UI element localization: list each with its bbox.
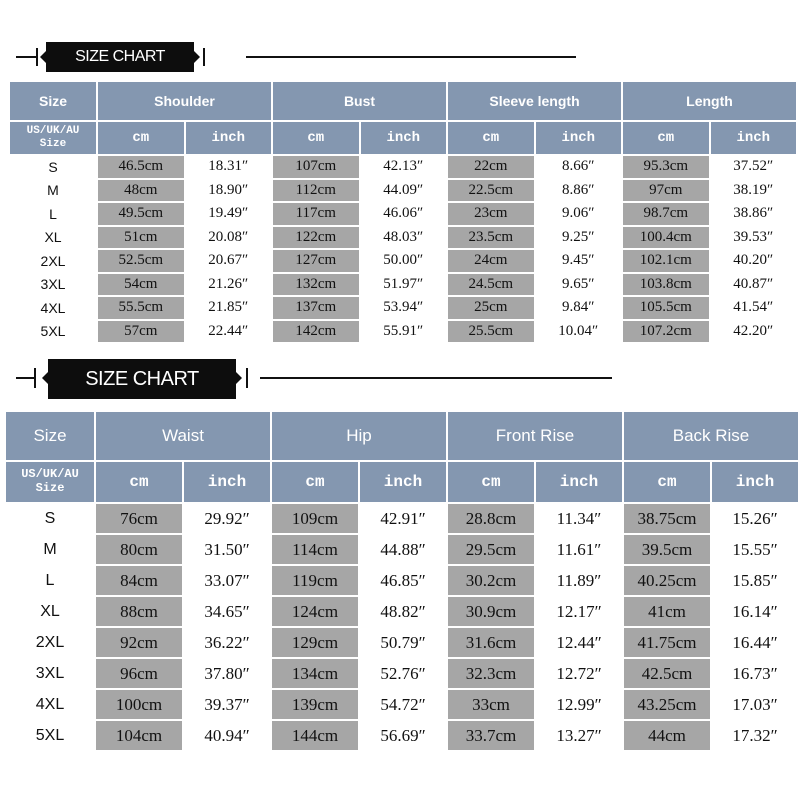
unit-inch-header: inch: [536, 122, 622, 154]
cm-value-cell: 33.7cm: [448, 721, 534, 750]
cm-value-cell: 117cm: [273, 203, 359, 225]
unit-inch-header: inch: [712, 462, 798, 502]
size-system-word: Size: [35, 481, 65, 495]
inch-value-cell: 53.94″: [361, 297, 447, 319]
inch-value-cell: 9.65″: [536, 274, 622, 296]
cm-value-cell: 129cm: [272, 628, 358, 657]
size-cell: 4XL: [10, 297, 96, 319]
unit-cm-header: cm: [448, 462, 534, 502]
inch-value-cell: 12.72″: [536, 659, 622, 688]
size-cell: M: [10, 180, 96, 202]
unit-cm-header: cm: [623, 122, 709, 154]
table-row: [10, 250, 796, 272]
table-row: [10, 227, 796, 249]
banner-notch-right: [194, 51, 200, 63]
cm-value-cell: 28.8cm: [448, 504, 534, 533]
inch-value-cell: 12.99″: [536, 690, 622, 719]
size-chart-banner-title: SIZE CHART: [48, 359, 236, 399]
banner-tick-right: [203, 48, 205, 66]
inch-value-cell: 40.87″: [711, 274, 797, 296]
inch-value-cell: 54.72″: [360, 690, 446, 719]
inch-value-cell: 9.84″: [536, 297, 622, 319]
inch-value-cell: 42.20″: [711, 321, 797, 343]
inch-value-cell: 50.00″: [361, 250, 447, 272]
cm-value-cell: 52.5cm: [98, 250, 184, 272]
cm-value-cell: 30.9cm: [448, 597, 534, 626]
inch-value-cell: 15.55″: [712, 535, 798, 564]
inch-value-cell: 17.32″: [712, 721, 798, 750]
cm-value-cell: 23.5cm: [448, 227, 534, 249]
size-system-region: US/UK/AU: [26, 125, 80, 138]
front-rise-header: Front Rise: [448, 412, 622, 460]
size-cell: 2XL: [10, 250, 96, 272]
size-system-label: [10, 122, 96, 154]
banner-tick-right: [246, 368, 248, 388]
banner-rule-right: [246, 56, 576, 58]
inch-value-cell: 42.13″: [361, 156, 447, 178]
size-cell: 4XL: [6, 690, 94, 719]
inch-value-cell: 21.85″: [186, 297, 272, 319]
table-row: [6, 628, 798, 657]
size-cell: L: [10, 203, 96, 225]
size-chart-banner-title: SIZE CHART: [46, 42, 194, 72]
inch-value-cell: 31.50″: [184, 535, 270, 564]
inch-value-cell: 38.19″: [711, 180, 797, 202]
cm-value-cell: 33cm: [448, 690, 534, 719]
cm-value-cell: 98.7cm: [623, 203, 709, 225]
cm-value-cell: 41cm: [624, 597, 710, 626]
size-cell: 5XL: [10, 321, 96, 343]
cm-value-cell: 132cm: [273, 274, 359, 296]
cm-value-cell: 30.2cm: [448, 566, 534, 595]
inch-value-cell: 44.88″: [360, 535, 446, 564]
table-row: [10, 180, 796, 202]
cm-value-cell: 44cm: [624, 721, 710, 750]
inch-value-cell: 38.86″: [711, 203, 797, 225]
cm-value-cell: 137cm: [273, 297, 359, 319]
cm-value-cell: 134cm: [272, 659, 358, 688]
waist-header: Waist: [96, 412, 270, 460]
inch-value-cell: 41.54″: [711, 297, 797, 319]
unit-cm-header: cm: [448, 122, 534, 154]
unit-inch-header: inch: [184, 462, 270, 502]
inch-value-cell: 11.61″: [536, 535, 622, 564]
inch-value-cell: 12.17″: [536, 597, 622, 626]
inch-value-cell: 22.44″: [186, 321, 272, 343]
size-column-header: Size: [10, 82, 96, 120]
cm-value-cell: 95.3cm: [623, 156, 709, 178]
cm-value-cell: 42.5cm: [624, 659, 710, 688]
inch-value-cell: 20.08″: [186, 227, 272, 249]
table-row: [10, 203, 796, 225]
size-cell: L: [6, 566, 94, 595]
inch-value-cell: 9.45″: [536, 250, 622, 272]
inch-value-cell: 13.27″: [536, 721, 622, 750]
cm-value-cell: 84cm: [96, 566, 182, 595]
inch-value-cell: 11.89″: [536, 566, 622, 595]
size-cell: 2XL: [6, 628, 94, 657]
inch-value-cell: 19.49″: [186, 203, 272, 225]
inch-value-cell: 56.69″: [360, 721, 446, 750]
cm-value-cell: 25.5cm: [448, 321, 534, 343]
inch-value-cell: 17.03″: [712, 690, 798, 719]
cm-value-cell: 57cm: [98, 321, 184, 343]
size-cell: S: [6, 504, 94, 533]
cm-value-cell: 32.3cm: [448, 659, 534, 688]
cm-value-cell: 29.5cm: [448, 535, 534, 564]
table-row: [10, 156, 796, 178]
table-row: [6, 566, 798, 595]
cm-value-cell: 88cm: [96, 597, 182, 626]
shoulder-header: Shoulder: [98, 82, 271, 120]
inch-value-cell: 20.67″: [186, 250, 272, 272]
inch-value-cell: 12.44″: [536, 628, 622, 657]
inch-value-cell: 44.09″: [361, 180, 447, 202]
sleeve-length-header: Sleeve length: [448, 82, 621, 120]
banner-tick-left: [34, 368, 36, 388]
unit-cm-header: cm: [272, 462, 358, 502]
cm-value-cell: 48cm: [98, 180, 184, 202]
inch-value-cell: 37.80″: [184, 659, 270, 688]
unit-cm-header: cm: [98, 122, 184, 154]
table-row: [10, 274, 796, 296]
cm-value-cell: 54cm: [98, 274, 184, 296]
cm-value-cell: 114cm: [272, 535, 358, 564]
cm-value-cell: 49.5cm: [98, 203, 184, 225]
back-rise-header: Back Rise: [624, 412, 798, 460]
cm-value-cell: 104cm: [96, 721, 182, 750]
cm-value-cell: 40.25cm: [624, 566, 710, 595]
cm-value-cell: 96cm: [96, 659, 182, 688]
banner-rule-left: [16, 56, 38, 58]
inch-value-cell: 9.25″: [536, 227, 622, 249]
cm-value-cell: 124cm: [272, 597, 358, 626]
cm-value-cell: 119cm: [272, 566, 358, 595]
inch-value-cell: 15.85″: [712, 566, 798, 595]
cm-value-cell: 51cm: [98, 227, 184, 249]
size-cell: XL: [6, 597, 94, 626]
size-chart-banner-bottom: [0, 356, 800, 402]
cm-value-cell: 122cm: [273, 227, 359, 249]
cm-value-cell: 112cm: [273, 180, 359, 202]
size-column-header: Size: [6, 412, 94, 460]
size-cell: 3XL: [6, 659, 94, 688]
banner-rule-right: [260, 377, 612, 379]
cm-value-cell: 127cm: [273, 250, 359, 272]
hip-header: Hip: [272, 412, 446, 460]
unit-cm-header: cm: [96, 462, 182, 502]
unit-cm-header: cm: [273, 122, 359, 154]
inch-value-cell: 33.07″: [184, 566, 270, 595]
cm-value-cell: 107.2cm: [623, 321, 709, 343]
inch-value-cell: 48.82″: [360, 597, 446, 626]
inch-value-cell: 16.44″: [712, 628, 798, 657]
banner-tick-left: [36, 48, 38, 66]
inch-value-cell: 34.65″: [184, 597, 270, 626]
cm-value-cell: 46.5cm: [98, 156, 184, 178]
table-row: [6, 659, 798, 688]
table-row: [6, 597, 798, 626]
lower-body-size-table: [4, 410, 800, 752]
cm-value-cell: 39.5cm: [624, 535, 710, 564]
cm-value-cell: 100cm: [96, 690, 182, 719]
inch-value-cell: 48.03″: [361, 227, 447, 249]
unit-cm-header: cm: [624, 462, 710, 502]
bust-header: Bust: [273, 82, 446, 120]
size-cell: 5XL: [6, 721, 94, 750]
inch-value-cell: 46.85″: [360, 566, 446, 595]
inch-value-cell: 37.52″: [711, 156, 797, 178]
table-row: [6, 535, 798, 564]
banner-rule-left: [16, 377, 36, 379]
cm-value-cell: 142cm: [273, 321, 359, 343]
cm-value-cell: 100.4cm: [623, 227, 709, 249]
cm-value-cell: 92cm: [96, 628, 182, 657]
cm-value-cell: 103.8cm: [623, 274, 709, 296]
inch-value-cell: 18.90″: [186, 180, 272, 202]
size-system-word: Size: [39, 138, 67, 150]
lower-body-size-rows: [6, 504, 798, 750]
table-row: [6, 690, 798, 719]
size-cell: XL: [10, 227, 96, 249]
inch-value-cell: 40.94″: [184, 721, 270, 750]
cm-value-cell: 23cm: [448, 203, 534, 225]
table-row: [6, 721, 798, 750]
inch-value-cell: 40.20″: [711, 250, 797, 272]
table-row: [6, 504, 798, 533]
cm-value-cell: 24cm: [448, 250, 534, 272]
inch-value-cell: 42.91″: [360, 504, 446, 533]
inch-value-cell: 11.34″: [536, 504, 622, 533]
cm-value-cell: 41.75cm: [624, 628, 710, 657]
cm-value-cell: 55.5cm: [98, 297, 184, 319]
size-cell: S: [10, 156, 96, 178]
inch-value-cell: 36.22″: [184, 628, 270, 657]
cm-value-cell: 105.5cm: [623, 297, 709, 319]
size-cell: M: [6, 535, 94, 564]
size-system-region: US/UK/AU: [21, 467, 79, 482]
inch-value-cell: 9.06″: [536, 203, 622, 225]
banner-notch-right: [236, 372, 242, 384]
upper-body-size-rows: [10, 156, 796, 342]
inch-value-cell: 50.79″: [360, 628, 446, 657]
cm-value-cell: 139cm: [272, 690, 358, 719]
cm-value-cell: 43.25cm: [624, 690, 710, 719]
inch-value-cell: 51.97″: [361, 274, 447, 296]
cm-value-cell: 102.1cm: [623, 250, 709, 272]
unit-inch-header: inch: [360, 462, 446, 502]
cm-value-cell: 31.6cm: [448, 628, 534, 657]
cm-value-cell: 144cm: [272, 721, 358, 750]
cm-value-cell: 97cm: [623, 180, 709, 202]
cm-value-cell: 107cm: [273, 156, 359, 178]
inch-value-cell: 55.91″: [361, 321, 447, 343]
cm-value-cell: 38.75cm: [624, 504, 710, 533]
inch-value-cell: 39.53″: [711, 227, 797, 249]
cm-value-cell: 76cm: [96, 504, 182, 533]
upper-body-size-table: [8, 80, 798, 344]
inch-value-cell: 18.31″: [186, 156, 272, 178]
unit-inch-header: inch: [711, 122, 797, 154]
cm-value-cell: 25cm: [448, 297, 534, 319]
length-header: Length: [623, 82, 796, 120]
cm-value-cell: 109cm: [272, 504, 358, 533]
inch-value-cell: 15.26″: [712, 504, 798, 533]
inch-value-cell: 8.66″: [536, 156, 622, 178]
inch-value-cell: 21.26″: [186, 274, 272, 296]
unit-inch-header: inch: [361, 122, 447, 154]
table-row: [10, 297, 796, 319]
inch-value-cell: 16.14″: [712, 597, 798, 626]
cm-value-cell: 80cm: [96, 535, 182, 564]
inch-value-cell: 16.73″: [712, 659, 798, 688]
inch-value-cell: 8.86″: [536, 180, 622, 202]
unit-inch-header: inch: [186, 122, 272, 154]
size-chart-banner-top: [0, 38, 800, 78]
inch-value-cell: 10.04″: [536, 321, 622, 343]
unit-inch-header: inch: [536, 462, 622, 502]
cm-value-cell: 22.5cm: [448, 180, 534, 202]
cm-value-cell: 24.5cm: [448, 274, 534, 296]
size-system-label: [6, 462, 94, 502]
size-cell: 3XL: [10, 274, 96, 296]
table-row: [10, 321, 796, 343]
cm-value-cell: 22cm: [448, 156, 534, 178]
inch-value-cell: 39.37″: [184, 690, 270, 719]
inch-value-cell: 29.92″: [184, 504, 270, 533]
inch-value-cell: 46.06″: [361, 203, 447, 225]
inch-value-cell: 52.76″: [360, 659, 446, 688]
